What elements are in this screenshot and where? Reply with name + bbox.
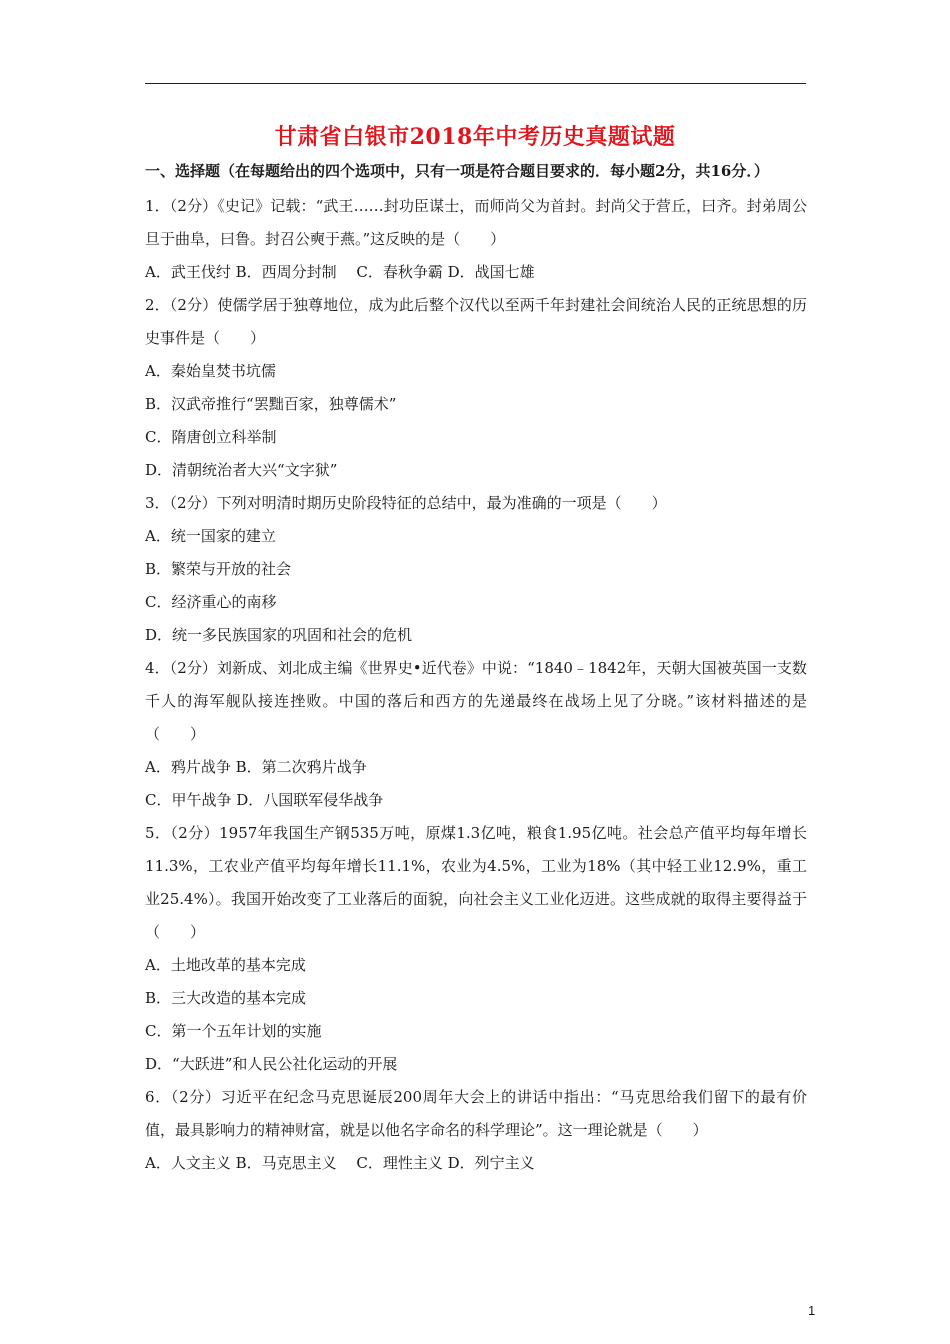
- question-stem: 4．（2分）刘新成、刘北成主编《世界史•近代卷》中说：“1840﹣1842年，天朝大国被英国一支数千人的海军舰队接连挫败。中国的落后和西方的先递最终在战场上见了分晓。”该材料描述的是（ ）: [145, 659, 807, 743]
- answer-options-cd: C．甲午战争 D．八国联军侵华战争: [145, 791, 384, 809]
- question-stem: 5．（2分）1957年我国生产钢535万吨，原煤1.3亿吨，粮食1.95亿吨。社会总产值平均每年增长11.3%，工农业产值平均每年增长11.1%，农业为4.5%，工业为18%（其中轻工业12.9%，重工业25.4%）。我国开始改变了工业落后的面貌，向社会主义工业化迈进。这些成就的取得主要得益于（ ）: [145, 824, 807, 941]
- question-stem: 3．（2分）下列对明清时期历史阶段特征的总结中，最为准确的一项是（ ）: [145, 494, 667, 512]
- question: [145, 1081, 807, 1180]
- question-stem: 2．（2分）使儒学居于独尊地位，成为此后整个汉代以至两千年封建社会间统治人民的正统思想的历史事件是（ ）: [145, 296, 807, 347]
- question: [145, 652, 807, 817]
- question-stem: 6．（2分）习近平在纪念马克思诞辰200周年大会上的讲话中指出：“马克思给我们留下的最有价值，最具影响力的精神财富，就是以他名字命名的科学理论”。这一理论就是（ ）: [145, 1088, 807, 1139]
- answer-options: A．人文主义 B．马克思主义 C．理性主义 D．列宁主义: [145, 1154, 535, 1172]
- question: [145, 190, 807, 289]
- answer-option-c: C．第一个五年计划的实施: [145, 1022, 322, 1040]
- answer-option-d: D．“大跃进”和人民公社化运动的开展: [145, 1055, 398, 1073]
- document-title: 甘肃省白银市2018年中考历史真题试题: [274, 124, 676, 150]
- answer-option-c: C．隋唐创立科举制: [145, 428, 277, 446]
- answer-options-ab: A．鸦片战争 B．第二次鸦片战争: [145, 758, 367, 776]
- answer-option-c: C．经济重心的南移: [145, 593, 277, 611]
- page-number: 1: [808, 1303, 816, 1318]
- question: [145, 487, 807, 652]
- answer-option-b: B．三大改造的基本完成: [145, 989, 307, 1007]
- question-list: [145, 190, 807, 1180]
- answer-option-d: D．统一多民族国家的巩固和社会的危机: [145, 626, 413, 644]
- answer-option-b: B．汉武帝推行“罢黜百家，独尊儒术”: [145, 395, 397, 413]
- answer-options: A．武王伐纣 B．西周分封制 C．春秋争霸 D．战国七雄: [145, 263, 535, 281]
- answer-option-d: D．清朝统治者大兴“文字狱”: [145, 461, 338, 479]
- section-heading: 一、选择题（在每题给出的四个选项中，只有一项是符合题目要求的．每小题2分，共16分．）: [145, 162, 769, 180]
- question: [145, 289, 807, 487]
- question: [145, 817, 807, 1081]
- answer-option-b: B．繁荣与开放的社会: [145, 560, 292, 578]
- answer-option-a: A．秦始皇焚书坑儒: [145, 362, 276, 380]
- answer-option-a: A．统一国家的建立: [145, 527, 276, 545]
- header-rule: [145, 83, 806, 84]
- answer-option-a: A．土地改革的基本完成: [145, 956, 306, 974]
- question-stem: 1．（2分）《史记》记载：“武王……封功臣谋士，而师尚父为首封。封尚父于营丘，曰齐。封弟周公旦于曲阜，曰鲁。封召公奭于燕。”这反映的是（ ）: [145, 197, 807, 248]
